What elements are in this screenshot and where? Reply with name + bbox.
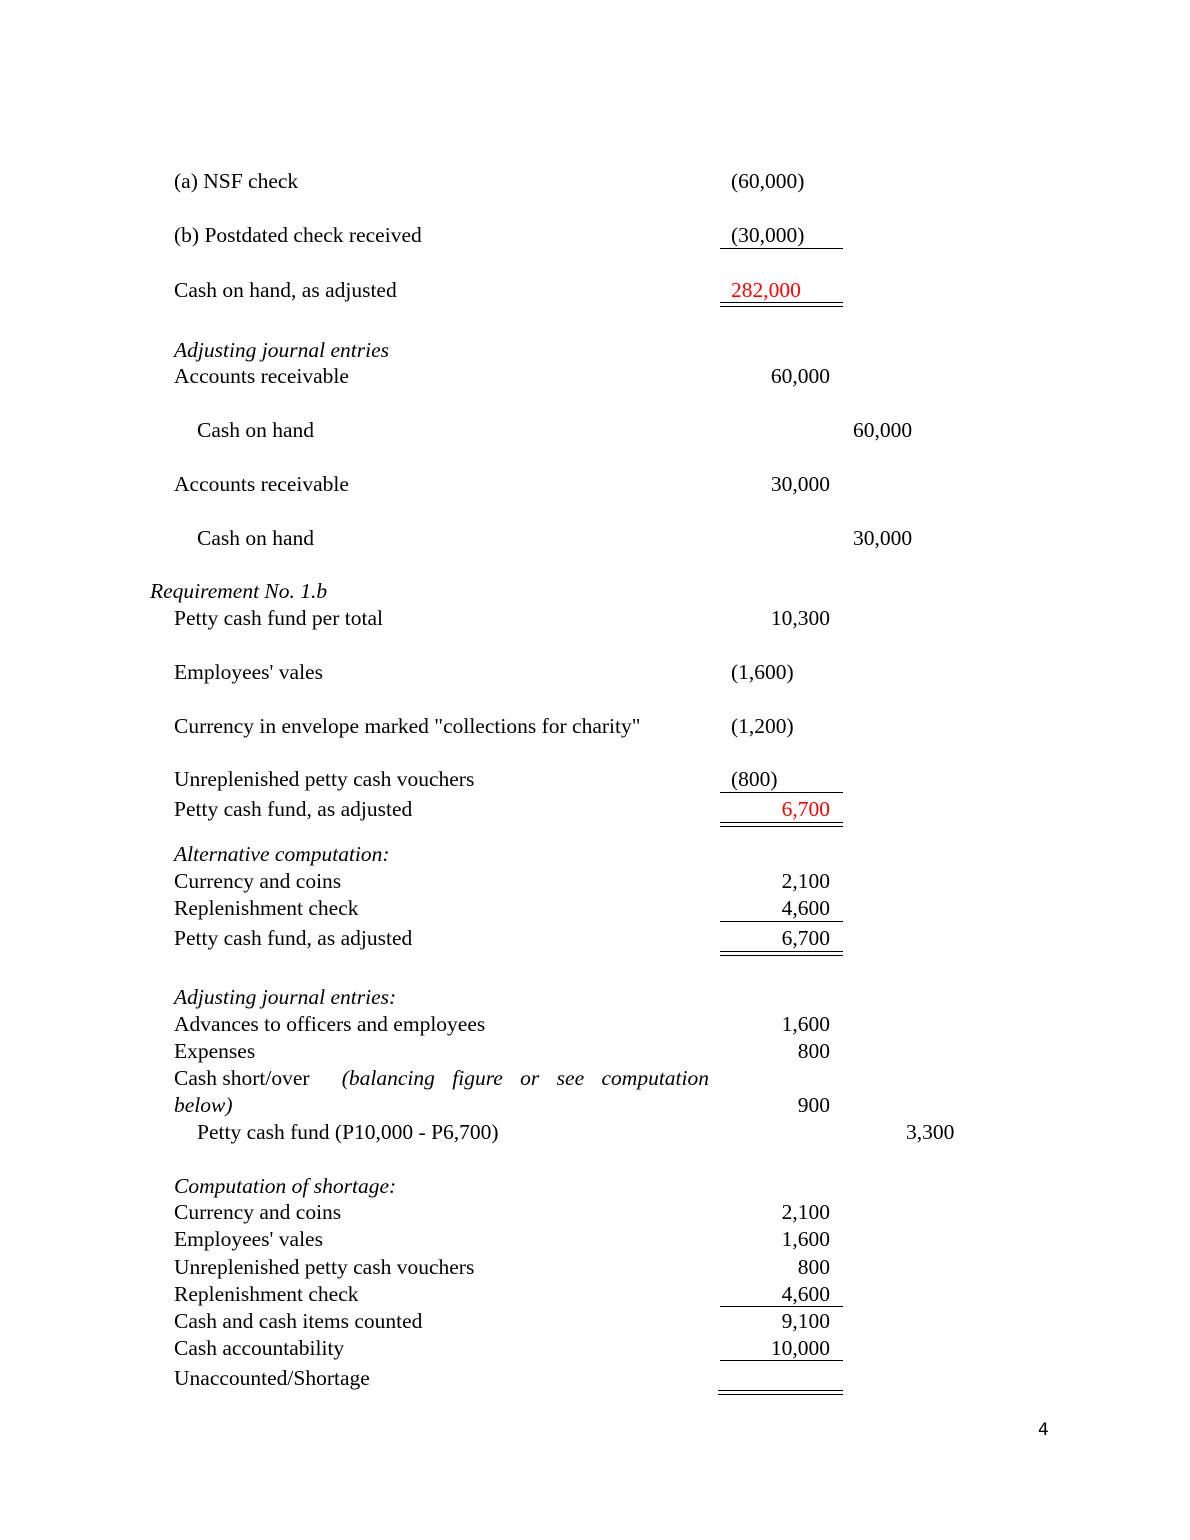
journal-debit: 60,000 [770,364,830,388]
row-label: Unaccounted/Shortage [174,1366,370,1390]
journal-credit: 60,000 [853,418,913,442]
journal-debit: 800 [797,1039,830,1063]
row-value: 1,600 [781,1227,830,1251]
section-heading: Adjusting journal entries: [174,985,397,1009]
row-label: Cash on hand, as adjusted [174,278,397,302]
double-underline [720,302,843,307]
journal-account: Accounts receivable [174,364,349,388]
row-value: 2,100 [781,869,830,893]
section-heading: Alternative computation: [174,842,390,866]
row-value: 10,000 [770,1336,830,1360]
journal-account: Cash on hand [197,418,315,442]
row-value: (1,600) [731,660,794,684]
row-label: (a) NSF check [174,169,299,193]
row-label: Cash accountability [174,1336,345,1360]
journal-account: Accounts receivable [174,472,349,496]
journal-note: (balancing figure or see computation [341,1066,709,1090]
row-value: 10,300 [770,606,830,630]
page-number: 4 [1038,1420,1049,1440]
row-value: (800) [731,767,778,791]
journal-account: Petty cash fund (P10,000 - P6,700) [197,1120,499,1144]
section-heading: Computation of shortage: [174,1174,397,1198]
row-value: 4,600 [781,896,830,920]
adjusted-cash-value: 282,000 [731,278,801,302]
journal-account-line [174,1066,709,1090]
underline [720,921,843,922]
journal-account: Advances to officers and employees [174,1012,486,1036]
row-label: (b) Postdated check received [174,223,422,247]
row-value: 9,100 [781,1309,830,1333]
row-label: Replenishment check [174,896,359,920]
underline [720,1360,843,1361]
journal-debit: 30,000 [770,472,830,496]
row-value: 800 [797,1255,830,1279]
underline [720,248,843,249]
row-value: 4,600 [781,1282,830,1306]
row-value: (30,000) [731,223,805,247]
row-label: Replenishment check [174,1282,359,1306]
row-label: Cash and cash items counted [174,1309,423,1333]
journal-credit: 30,000 [853,526,913,550]
section-heading: Adjusting journal entries [174,338,389,362]
journal-account: Cash short/over [174,1066,310,1090]
row-label: Unreplenished petty cash vouchers [174,1255,475,1279]
underline [720,1306,843,1307]
journal-debit: 900 [797,1093,830,1117]
row-value: (1,200) [731,714,794,738]
row-value: (60,000) [731,169,805,193]
double-underline [718,1390,843,1395]
double-underline [720,951,843,956]
journal-credit: 3,300 [906,1120,955,1144]
row-value: 6,700 [781,926,830,950]
row-label: Currency in envelope marked "collections for charity" [174,714,641,738]
adjusted-petty-cash-value: 6,700 [781,797,830,821]
row-label: Currency and coins [174,1200,342,1224]
double-underline [720,822,843,827]
journal-account: Expenses [174,1039,256,1063]
journal-note: below) [174,1093,233,1117]
underline [720,792,843,793]
row-label: Employees' vales [174,660,323,684]
journal-debit: 1,600 [781,1012,830,1036]
row-label: Petty cash fund per total [174,606,383,630]
row-label: Petty cash fund, as adjusted [174,797,413,821]
row-label: Employees' vales [174,1227,323,1251]
row-label: Unreplenished petty cash vouchers [174,767,475,791]
row-label: Currency and coins [174,869,342,893]
journal-account: Cash on hand [197,526,315,550]
row-value: 2,100 [781,1200,830,1224]
requirement-heading: Requirement No. 1.b [150,579,328,603]
row-label: Petty cash fund, as adjusted [174,926,413,950]
